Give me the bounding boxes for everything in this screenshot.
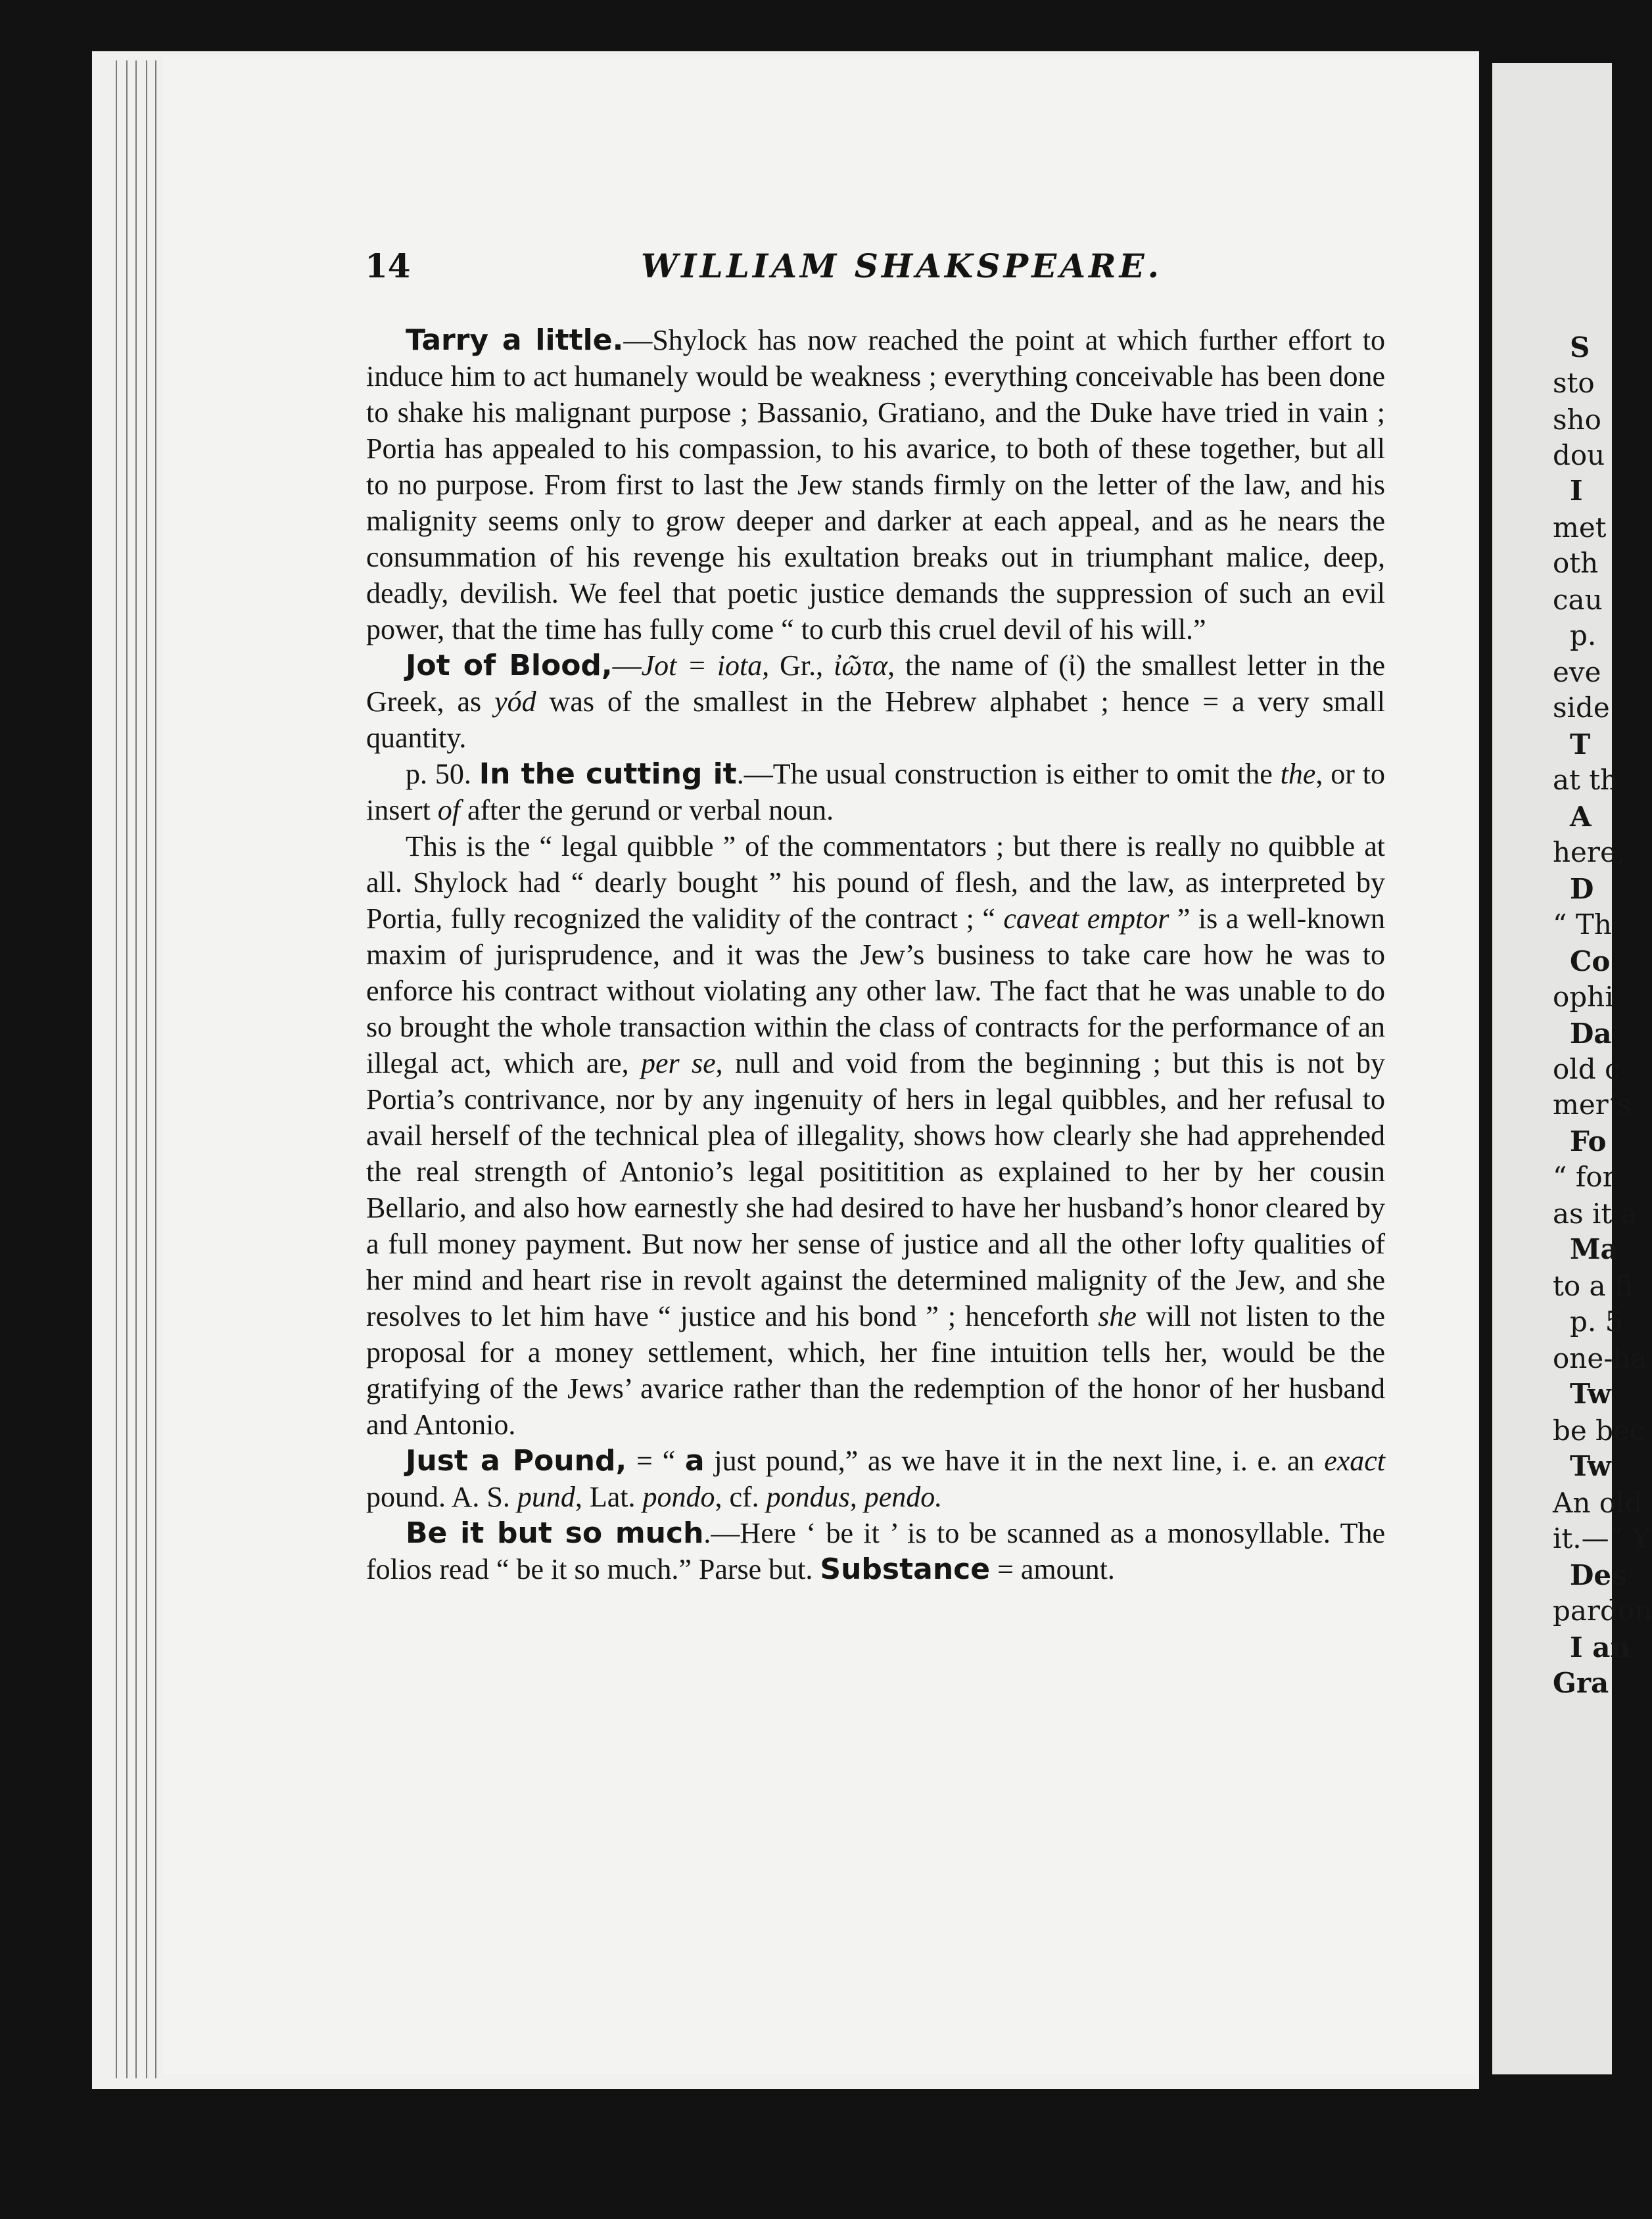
adjacent-line: Tw [1570, 1378, 1611, 1410]
running-head: WILLIAM SHAKSPEARE. [641, 246, 1163, 285]
adjacent-line: ophi [1553, 981, 1614, 1013]
adjacent-line: I [1570, 475, 1583, 507]
adjacent-line: Des [1570, 1559, 1627, 1591]
page-edge-line [155, 60, 156, 2078]
headword: In the cutting it [479, 757, 737, 791]
adjacent-line: old c [1553, 1053, 1620, 1085]
greek-word: ἰῶτα [833, 649, 888, 682]
headword: Tarry a little. [406, 323, 624, 357]
page-edge-line [135, 60, 137, 2078]
headword: Be it but so much [406, 1516, 704, 1550]
adjacent-line: mer’s [1553, 1088, 1632, 1121]
headword: Jot of Blood, [406, 649, 613, 682]
adjacent-line: A [1570, 801, 1592, 833]
page-edge-line [116, 60, 117, 2078]
adjacent-line: Ma [1570, 1233, 1618, 1265]
page-header [365, 246, 1377, 286]
page-reference: p. 50. [406, 758, 479, 790]
note-jot-of-blood: Jot of Blood,—Jot = iota, Gr., ἰῶτα, the name of (ἰ) the smallest letter in the Greek, as yód was of the smallest in the Hebrew alphabet ; hence = a very small quantity. [366, 649, 1385, 754]
adjacent-line: met [1553, 511, 1607, 544]
note-legal-quibble: This is the “ legal quibble ” of the commentators ; but there is really no quibble at all. Shylock had “ dearly bought ” his pound of flesh, and the law, as interpreted by Portia, fully recognized the validity of the contract ; “ caveat emptor ” is a well-known maxim of jurisprudence, and it was the Jew’s business to take care how he was to enforce his contract without violating any other law. The fact that he was unable to do so brought the whole transaction within the class of contracts for the performance of an illegal act, which are, per se, null and void from the beginning ; but this is not by Portia’s contrivance, nor by any ingenuity of hers in legal quibbles, and her refusal to avail herself of the technical plea of illegality, shows how clearly she had apprehended the real strength of Antonio’s legal posititition as explained to her by her cousin Bellario, and also how earnestly she had desired to have her husband’s honor cleared by a full money payment. But now her sense of justice and all the other lofty qualities of her mind and heart rise in revolt against the determined malignity of the Jew, and she resolves to let him have “ justice and his bond ” ; henceforth she will not listen to the proposal for a money settlement, which, her fine intuition tells her, would be the gratifying of the Jews’ avarice rather than the redemption of the honor of her husband and Antonio. [366, 830, 1386, 1441]
adjacent-line: as it a [1553, 1198, 1638, 1230]
adjacent-line: p. [1570, 619, 1597, 651]
adjacent-line: it.—“ Y [1553, 1522, 1651, 1554]
page-number: 14 [365, 246, 411, 285]
adjacent-line: “ for [1553, 1161, 1616, 1193]
page-edge-line [146, 60, 147, 2078]
commentary-text [366, 322, 1385, 1587]
adjacent-line: Da [1570, 1017, 1612, 1050]
adjacent-line: pardon [1553, 1595, 1652, 1627]
note-be-it-but-so-much: Be it but so much.—Here ‘ be it ’ is to be scanned as a monosyllable. The folios read “ be it so much.” Parse but. Substance = amount. [366, 1516, 1385, 1586]
adjacent-line: sto [1553, 367, 1595, 399]
adjacent-line: Gra [1553, 1667, 1609, 1699]
adjacent-line: T [1570, 728, 1591, 760]
adjacent-line: here, [1553, 836, 1626, 868]
adjacent-line: An old [1553, 1487, 1643, 1519]
adjacent-line: I an [1570, 1631, 1631, 1664]
adjacent-line: “ Th [1553, 908, 1612, 941]
adjacent-line: sho [1553, 404, 1601, 436]
adjacent-line: to a fi [1553, 1270, 1633, 1302]
adjacent-line: side [1553, 691, 1610, 724]
adjacent-line: one-ha [1553, 1342, 1647, 1374]
note-just-a-pound: Just a Pound, = “ a just pound,” as we have it in the next line, i. e. an exact pound. A. S. pund, Lat. pondo, cf. pondus, pendo. [366, 1444, 1386, 1513]
adjacent-line: be bec [1553, 1414, 1645, 1447]
adjacent-line: eve [1553, 656, 1601, 688]
adjacent-line: p. 5 [1570, 1305, 1623, 1338]
adjacent-line: cau [1553, 584, 1603, 616]
headword: Just a Pound, [406, 1444, 627, 1478]
adjacent-line: Fo [1570, 1125, 1607, 1157]
adjacent-line: S [1570, 331, 1590, 363]
adjacent-line: dou [1553, 439, 1605, 471]
adjacent-line: oth [1553, 547, 1599, 579]
note-in-the-cutting-it: p. 50. In the cutting it.—The usual construction is either to omit the the, or to insert of after the gerund or verbal noun. [366, 757, 1386, 826]
adjacent-line: Tw [1570, 1450, 1611, 1482]
page-edge-line [126, 60, 128, 2078]
adjacent-page-fragment [1492, 63, 1652, 2074]
adjacent-line: D [1570, 873, 1594, 905]
adjacent-line: Co [1570, 945, 1611, 977]
note-tarry-a-little: Tarry a little.—Shylock has now reached the point at which further effort to induce him to act humanely would be weakness ; everything conceivable has been done to shake his malignant purpose ; Bassanio, Gratiano, and the Duke have tried in vain ; Portia has appealed to his compassion, to his avarice, to both of these together, but all to no purpose. From first to last the Jew stands firmly on the letter of the law, and his malignity seems only to grow deeper and darker at each appeal, and as he nears the consummation of his revenge his exultation breaks out in triumphant malice, deep, deadly, devilish. We feel that poetic justice demands the suppression of such an evil power, that the time has fully come “ to curb this cruel devil of his will.” [366, 323, 1386, 645]
adjacent-line: at th [1553, 764, 1618, 796]
